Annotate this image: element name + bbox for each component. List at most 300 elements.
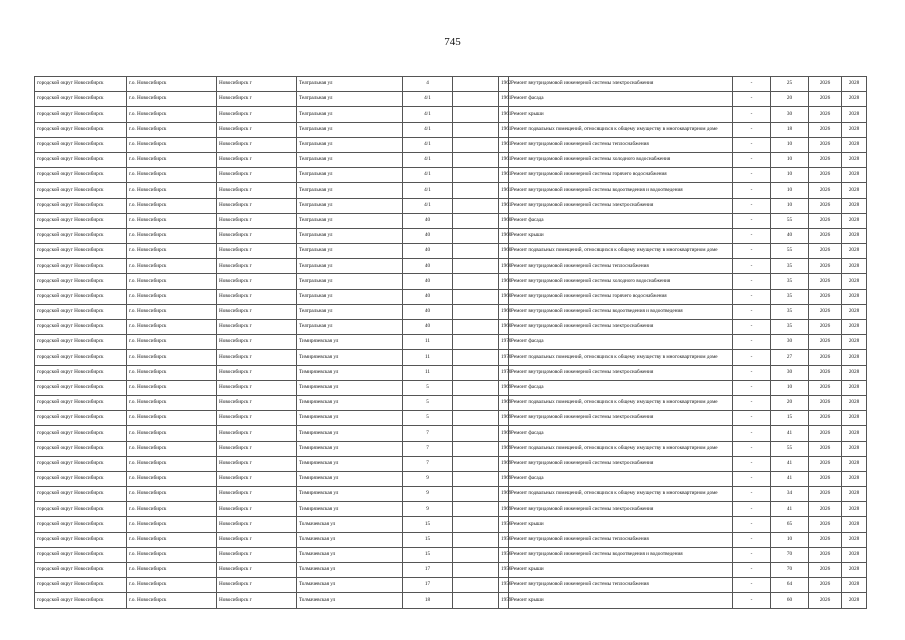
empty-cell (453, 532, 499, 547)
value-cell: 65 (771, 517, 809, 532)
build-year-cell: 1956 (499, 578, 509, 593)
end-year-cell: 2028 (842, 350, 867, 365)
city-cell: Новосибирск г (217, 183, 297, 198)
end-year-cell: 2028 (842, 289, 867, 304)
build-year-cell: 1961 (499, 107, 509, 122)
city-cell: Новосибирск г (217, 198, 297, 213)
district-cell: городской округ Новосибирск (35, 395, 127, 410)
empty-cell (453, 183, 499, 198)
end-year-cell: 2028 (842, 77, 867, 92)
build-year-cell: 1961 (499, 122, 509, 137)
work-type-cell: Ремонт внутридомовой инженерной системы теплоснабжения (509, 532, 733, 547)
work-type-cell: Ремонт подвальных помещений, относящихся к общему имуществу в многоквартирном доме (509, 122, 733, 137)
end-year-cell: 2028 (842, 168, 867, 183)
city-cell: Новосибирск г (217, 532, 297, 547)
start-year-cell: 2026 (809, 198, 842, 213)
district-cell: городской округ Новосибирск (35, 547, 127, 562)
end-year-cell: 2028 (842, 244, 867, 259)
street-cell: Театральная ул (297, 107, 403, 122)
empty-cell (453, 456, 499, 471)
work-type-cell: Ремонт фасада (509, 335, 733, 350)
settlement-cell: г.о. Новосибирск (127, 578, 217, 593)
placeholder-cell: - (733, 426, 771, 441)
work-type-cell: Ремонт фасада (509, 426, 733, 441)
work-type-cell: Ремонт фасада (509, 471, 733, 486)
street-cell: Театральная ул (297, 92, 403, 107)
empty-cell (453, 92, 499, 107)
build-year-cell: 1956 (499, 563, 509, 578)
settlement-cell: г.о. Новосибирск (127, 152, 217, 167)
value-cell: 10 (771, 198, 809, 213)
value-cell: 35 (771, 304, 809, 319)
city-cell: Новосибирск г (217, 578, 297, 593)
value-cell: 35 (771, 274, 809, 289)
settlement-cell: г.о. Новосибирск (127, 92, 217, 107)
start-year-cell: 2026 (809, 517, 842, 532)
street-cell: Тимирязевская ул (297, 471, 403, 486)
table-row (35, 395, 867, 410)
street-cell: Толмачевская ул (297, 593, 403, 608)
placeholder-cell: - (733, 502, 771, 517)
street-cell: Театральная ул (297, 244, 403, 259)
build-year-cell: 1962 (499, 77, 509, 92)
street-cell: Театральная ул (297, 213, 403, 228)
build-year-cell: 1956 (499, 547, 509, 562)
placeholder-cell: - (733, 228, 771, 243)
build-year-cell: 1969 (499, 441, 509, 456)
value-cell: 10 (771, 168, 809, 183)
placeholder-cell: - (733, 198, 771, 213)
house-number-cell: 7 (403, 426, 453, 441)
end-year-cell: 2028 (842, 320, 867, 335)
end-year-cell: 2028 (842, 198, 867, 213)
district-cell: городской округ Новосибирск (35, 77, 127, 92)
street-cell: Театральная ул (297, 137, 403, 152)
end-year-cell: 2028 (842, 213, 867, 228)
house-number-cell: 4/1 (403, 92, 453, 107)
start-year-cell: 2026 (809, 395, 842, 410)
placeholder-cell: - (733, 122, 771, 137)
street-cell: Тимирязевская ул (297, 426, 403, 441)
work-type-cell: Ремонт фасада (509, 380, 733, 395)
end-year-cell: 2028 (842, 593, 867, 608)
start-year-cell: 2026 (809, 547, 842, 562)
city-cell: Новосибирск г (217, 228, 297, 243)
house-number-cell: 15 (403, 547, 453, 562)
empty-cell (453, 547, 499, 562)
placeholder-cell: - (733, 259, 771, 274)
district-cell: городской округ Новосибирск (35, 456, 127, 471)
district-cell: городской округ Новосибирск (35, 137, 127, 152)
table-row (35, 107, 867, 122)
table-row (35, 426, 867, 441)
start-year-cell: 2026 (809, 107, 842, 122)
empty-cell (453, 198, 499, 213)
value-cell: 41 (771, 426, 809, 441)
settlement-cell: г.о. Новосибирск (127, 137, 217, 152)
settlement-cell: г.о. Новосибирск (127, 77, 217, 92)
placeholder-cell: - (733, 77, 771, 92)
street-cell: Толмачевская ул (297, 563, 403, 578)
settlement-cell: г.о. Новосибирск (127, 487, 217, 502)
house-number-cell: 4/1 (403, 183, 453, 198)
settlement-cell: г.о. Новосибирск (127, 274, 217, 289)
district-cell: городской округ Новосибирск (35, 244, 127, 259)
district-cell: городской округ Новосибирск (35, 350, 127, 365)
settlement-cell: г.о. Новосибирск (127, 289, 217, 304)
settlement-cell: г.о. Новосибирск (127, 183, 217, 198)
district-cell: городской округ Новосибирск (35, 92, 127, 107)
start-year-cell: 2026 (809, 578, 842, 593)
repair-schedule-table (34, 76, 867, 609)
build-year-cell: 1969 (499, 471, 509, 486)
district-cell: городской округ Новосибирск (35, 563, 127, 578)
placeholder-cell: - (733, 441, 771, 456)
city-cell: Новосибирск г (217, 441, 297, 456)
house-number-cell: 15 (403, 532, 453, 547)
city-cell: Новосибирск г (217, 168, 297, 183)
district-cell: городской округ Новосибирск (35, 320, 127, 335)
table-row (35, 304, 867, 319)
street-cell: Театральная ул (297, 198, 403, 213)
street-cell: Тимирязевская ул (297, 395, 403, 410)
house-number-cell: 40 (403, 228, 453, 243)
settlement-cell: г.о. Новосибирск (127, 563, 217, 578)
placeholder-cell: - (733, 578, 771, 593)
start-year-cell: 2026 (809, 228, 842, 243)
empty-cell (453, 517, 499, 532)
settlement-cell: г.о. Новосибирск (127, 426, 217, 441)
table-row (35, 152, 867, 167)
value-cell: 55 (771, 244, 809, 259)
empty-cell (453, 137, 499, 152)
start-year-cell: 2026 (809, 380, 842, 395)
table-row (35, 77, 867, 92)
house-number-cell: 11 (403, 350, 453, 365)
settlement-cell: г.о. Новосибирск (127, 168, 217, 183)
empty-cell (453, 563, 499, 578)
settlement-cell: г.о. Новосибирск (127, 395, 217, 410)
settlement-cell: г.о. Новосибирск (127, 228, 217, 243)
table-row (35, 471, 867, 486)
settlement-cell: г.о. Новосибирск (127, 350, 217, 365)
work-type-cell: Ремонт внутридомовой инженерной системы холодного водоснабжения (509, 274, 733, 289)
end-year-cell: 2028 (842, 532, 867, 547)
end-year-cell: 2028 (842, 471, 867, 486)
value-cell: 35 (771, 259, 809, 274)
work-type-cell: Ремонт подвальных помещений, относящихся к общему имуществу в многоквартирном доме (509, 441, 733, 456)
table-row (35, 289, 867, 304)
work-type-cell: Ремонт внутридомовой инженерной системы электроснабжения (509, 320, 733, 335)
house-number-cell: 7 (403, 456, 453, 471)
end-year-cell: 2028 (842, 441, 867, 456)
house-number-cell: 4/1 (403, 152, 453, 167)
work-type-cell: Ремонт внутридомовой инженерной системы холодного водоснабжения (509, 152, 733, 167)
city-cell: Новосибирск г (217, 244, 297, 259)
build-year-cell: 1960 (499, 213, 509, 228)
table-row (35, 456, 867, 471)
city-cell: Новосибирск г (217, 487, 297, 502)
city-cell: Новосибирск г (217, 411, 297, 426)
table-row (35, 563, 867, 578)
district-cell: городской округ Новосибирск (35, 122, 127, 137)
start-year-cell: 2026 (809, 320, 842, 335)
work-type-cell: Ремонт внутридомовой инженерной системы водоотведения и водоотведения (509, 547, 733, 562)
street-cell: Театральная ул (297, 274, 403, 289)
build-year-cell: 1960 (499, 304, 509, 319)
work-type-cell: Ремонт подвальных помещений, относящихся к общему имуществу в многоквартирном доме (509, 395, 733, 410)
start-year-cell: 2026 (809, 487, 842, 502)
district-cell: городской округ Новосибирск (35, 578, 127, 593)
start-year-cell: 2026 (809, 289, 842, 304)
city-cell: Новосибирск г (217, 274, 297, 289)
table-row (35, 137, 867, 152)
start-year-cell: 2026 (809, 183, 842, 198)
house-number-cell: 40 (403, 213, 453, 228)
build-year-cell: 1961 (499, 198, 509, 213)
end-year-cell: 2028 (842, 517, 867, 532)
placeholder-cell: - (733, 593, 771, 608)
empty-cell (453, 244, 499, 259)
start-year-cell: 2026 (809, 137, 842, 152)
settlement-cell: г.о. Новосибирск (127, 517, 217, 532)
street-cell: Тимирязевская ул (297, 350, 403, 365)
settlement-cell: г.о. Новосибирск (127, 122, 217, 137)
city-cell: Новосибирск г (217, 107, 297, 122)
value-cell: 55 (771, 441, 809, 456)
table-row (35, 259, 867, 274)
value-cell: 25 (771, 77, 809, 92)
street-cell: Театральная ул (297, 304, 403, 319)
district-cell: городской округ Новосибирск (35, 517, 127, 532)
start-year-cell: 2026 (809, 593, 842, 608)
end-year-cell: 2028 (842, 395, 867, 410)
page-number: 745 (444, 36, 461, 48)
build-year-cell: 1961 (499, 183, 509, 198)
house-number-cell: 40 (403, 289, 453, 304)
value-cell: 10 (771, 183, 809, 198)
house-number-cell: 40 (403, 274, 453, 289)
empty-cell (453, 274, 499, 289)
placeholder-cell: - (733, 487, 771, 502)
table-row (35, 274, 867, 289)
value-cell: 27 (771, 350, 809, 365)
value-cell: 15 (771, 411, 809, 426)
settlement-cell: г.о. Новосибирск (127, 411, 217, 426)
end-year-cell: 2028 (842, 563, 867, 578)
value-cell: 70 (771, 563, 809, 578)
table-row (35, 92, 867, 107)
empty-cell (453, 304, 499, 319)
build-year-cell: 1969 (499, 456, 509, 471)
empty-cell (453, 578, 499, 593)
work-type-cell: Ремонт внутридомовой инженерной системы электроснабжения (509, 502, 733, 517)
city-cell: Новосибирск г (217, 335, 297, 350)
work-type-cell: Ремонт крыши (509, 517, 733, 532)
city-cell: Новосибирск г (217, 213, 297, 228)
start-year-cell: 2026 (809, 471, 842, 486)
start-year-cell: 2026 (809, 259, 842, 274)
end-year-cell: 2028 (842, 487, 867, 502)
start-year-cell: 2026 (809, 122, 842, 137)
work-type-cell: Ремонт внутридомовой инженерной системы водоотведения и водоотведения (509, 304, 733, 319)
empty-cell (453, 259, 499, 274)
table-row (35, 122, 867, 137)
house-number-cell: 5 (403, 411, 453, 426)
city-cell: Новосибирск г (217, 380, 297, 395)
value-cell: 70 (771, 547, 809, 562)
house-number-cell: 7 (403, 441, 453, 456)
table-row (35, 198, 867, 213)
work-type-cell: Ремонт подвальных помещений, относящихся к общему имуществу в многоквартирном доме (509, 487, 733, 502)
value-cell: 20 (771, 92, 809, 107)
placeholder-cell: - (733, 107, 771, 122)
empty-cell (453, 487, 499, 502)
start-year-cell: 2026 (809, 304, 842, 319)
placeholder-cell: - (733, 244, 771, 259)
empty-cell (453, 365, 499, 380)
work-type-cell: Ремонт внутридомовой инженерной системы электроснабжения (509, 198, 733, 213)
table-row (35, 183, 867, 198)
end-year-cell: 2028 (842, 107, 867, 122)
house-number-cell: 15 (403, 517, 453, 532)
end-year-cell: 2028 (842, 152, 867, 167)
house-number-cell: 4/1 (403, 168, 453, 183)
work-type-cell: Ремонт внутридомовой инженерной системы горячего водоснабжения (509, 168, 733, 183)
empty-cell (453, 502, 499, 517)
value-cell: 20 (771, 395, 809, 410)
placeholder-cell: - (733, 532, 771, 547)
house-number-cell: 4/1 (403, 137, 453, 152)
settlement-cell: г.о. Новосибирск (127, 244, 217, 259)
value-cell: 41 (771, 502, 809, 517)
start-year-cell: 2026 (809, 213, 842, 228)
street-cell: Театральная ул (297, 228, 403, 243)
placeholder-cell: - (733, 456, 771, 471)
district-cell: городской округ Новосибирск (35, 107, 127, 122)
city-cell: Новосибирск г (217, 502, 297, 517)
house-number-cell: 4 (403, 77, 453, 92)
end-year-cell: 2028 (842, 228, 867, 243)
district-cell: городской округ Новосибирск (35, 304, 127, 319)
table-row (35, 320, 867, 335)
district-cell: городской округ Новосибирск (35, 411, 127, 426)
work-type-cell: Ремонт фасада (509, 213, 733, 228)
city-cell: Новосибирск г (217, 152, 297, 167)
empty-cell (453, 350, 499, 365)
end-year-cell: 2028 (842, 411, 867, 426)
value-cell: 30 (771, 365, 809, 380)
value-cell: 41 (771, 456, 809, 471)
work-type-cell: Ремонт внутридомовой инженерной системы водоотведения и водоотведения (509, 183, 733, 198)
city-cell: Новосибирск г (217, 320, 297, 335)
empty-cell (453, 320, 499, 335)
street-cell: Тимирязевская ул (297, 487, 403, 502)
city-cell: Новосибирск г (217, 77, 297, 92)
street-cell: Тимирязевская ул (297, 456, 403, 471)
start-year-cell: 2026 (809, 152, 842, 167)
work-type-cell: Ремонт внутридомовой инженерной системы электроснабжения (509, 77, 733, 92)
city-cell: Новосибирск г (217, 365, 297, 380)
end-year-cell: 2028 (842, 426, 867, 441)
house-number-cell: 9 (403, 487, 453, 502)
table-row (35, 244, 867, 259)
build-year-cell: 1959 (499, 593, 509, 608)
end-year-cell: 2028 (842, 122, 867, 137)
street-cell: Толмачевская ул (297, 578, 403, 593)
street-cell: Тимирязевская ул (297, 411, 403, 426)
city-cell: Новосибирск г (217, 456, 297, 471)
settlement-cell: г.о. Новосибирск (127, 532, 217, 547)
settlement-cell: г.о. Новосибирск (127, 107, 217, 122)
build-year-cell: 1960 (499, 228, 509, 243)
settlement-cell: г.о. Новосибирск (127, 198, 217, 213)
build-year-cell: 1969 (499, 395, 509, 410)
empty-cell (453, 395, 499, 410)
house-number-cell: 40 (403, 304, 453, 319)
end-year-cell: 2028 (842, 335, 867, 350)
district-cell: городской округ Новосибирск (35, 502, 127, 517)
street-cell: Тимирязевская ул (297, 441, 403, 456)
end-year-cell: 2028 (842, 380, 867, 395)
district-cell: городской округ Новосибирск (35, 441, 127, 456)
end-year-cell: 2028 (842, 259, 867, 274)
city-cell: Новосибирск г (217, 92, 297, 107)
settlement-cell: г.о. Новосибирск (127, 471, 217, 486)
build-year-cell: 1969 (499, 502, 509, 517)
build-year-cell: 1969 (499, 411, 509, 426)
settlement-cell: г.о. Новосибирск (127, 502, 217, 517)
build-year-cell: 1956 (499, 517, 509, 532)
end-year-cell: 2028 (842, 456, 867, 471)
table-row (35, 213, 867, 228)
street-cell: Театральная ул (297, 289, 403, 304)
build-year-cell: 1970 (499, 350, 509, 365)
house-number-cell: 9 (403, 471, 453, 486)
table-row (35, 517, 867, 532)
street-cell: Тимирязевская ул (297, 365, 403, 380)
settlement-cell: г.о. Новосибирск (127, 547, 217, 562)
start-year-cell: 2026 (809, 168, 842, 183)
empty-cell (453, 426, 499, 441)
city-cell: Новосибирск г (217, 259, 297, 274)
work-type-cell: Ремонт внутридомовой инженерной системы теплоснабжения (509, 137, 733, 152)
placeholder-cell: - (733, 152, 771, 167)
district-cell: городской округ Новосибирск (35, 426, 127, 441)
placeholder-cell: - (733, 289, 771, 304)
build-year-cell: 1969 (499, 426, 509, 441)
empty-cell (453, 213, 499, 228)
value-cell: 18 (771, 122, 809, 137)
build-year-cell: 1960 (499, 274, 509, 289)
street-cell: Театральная ул (297, 152, 403, 167)
empty-cell (453, 122, 499, 137)
end-year-cell: 2028 (842, 365, 867, 380)
work-type-cell: Ремонт внутридомовой инженерной системы теплоснабжения (509, 259, 733, 274)
settlement-cell: г.о. Новосибирск (127, 365, 217, 380)
value-cell: 35 (771, 289, 809, 304)
house-number-cell: 5 (403, 395, 453, 410)
value-cell: 30 (771, 335, 809, 350)
value-cell: 35 (771, 320, 809, 335)
end-year-cell: 2028 (842, 92, 867, 107)
table-row (35, 228, 867, 243)
district-cell: городской округ Новосибирск (35, 365, 127, 380)
empty-cell (453, 380, 499, 395)
table-row (35, 547, 867, 562)
placeholder-cell: - (733, 304, 771, 319)
empty-cell (453, 441, 499, 456)
